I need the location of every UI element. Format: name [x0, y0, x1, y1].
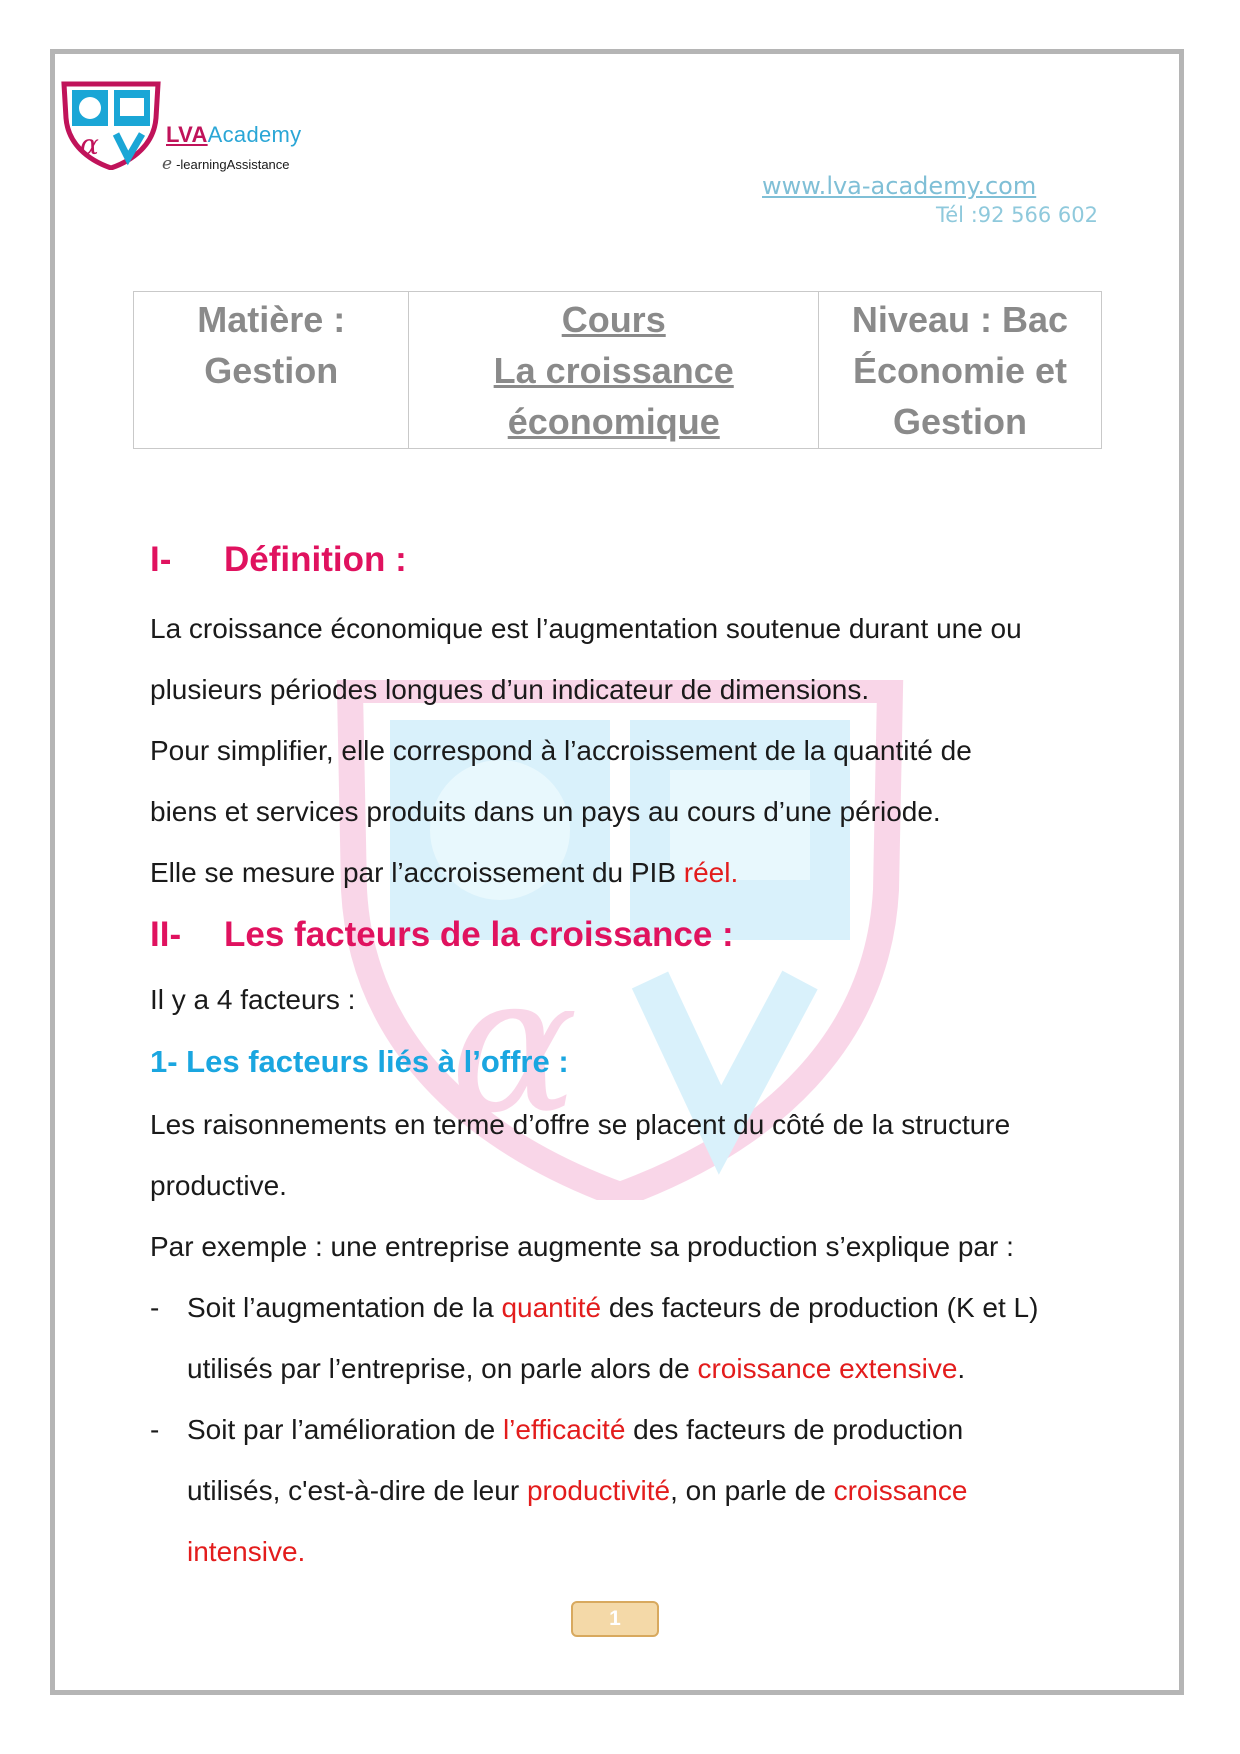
paragraph: Par exemple : une entreprise augmente sa production s’explique par : — [150, 1231, 1014, 1262]
list-item: - Soit l’augmentation de la quantité des facteurs de production (K et L) utilisés par l’entreprise, on parle alors de croissance extensive. — [150, 1292, 1039, 1384]
course-cell: Cours La croissance économique — [409, 292, 818, 449]
svg-text:α: α — [80, 128, 99, 161]
page-number-badge: 1 — [571, 1601, 659, 1637]
list-item: - Soit par l’amélioration de l’efficacité des facteurs de production utilisés, c'est-à-dire de leur productivité, on parle de croissance intensive. — [150, 1414, 968, 1567]
level-cell: Niveau : Bac Économie et Gestion — [818, 292, 1101, 449]
paragraph: biens et services produits dans un pays au cours d’une période. — [150, 796, 941, 827]
phone-number: Tél :92 566 602 — [936, 203, 1099, 227]
section-heading-definition: I- Définition : — [150, 540, 407, 579]
paragraph: plusieurs périodes longues d’un indicateur de dimensions. — [150, 674, 870, 705]
paragraph: Pour simplifier, elle correspond à l’accroissement de la quantité de — [150, 735, 972, 766]
subsection-heading-offer: 1- Les facteurs liés à l’offre : — [150, 1044, 569, 1079]
section-heading-factors: II- Les facteurs de la croissance : — [150, 915, 734, 954]
course-info-table — [133, 291, 1102, 449]
website-link[interactable]: www.lva-academy.com — [762, 172, 1037, 200]
lva-logo-shield-icon — [58, 78, 164, 170]
paragraph: Il y a 4 facteurs : — [150, 984, 356, 1015]
paragraph: Les raisonnements en terme d’offre se placent du côté de la structure — [150, 1109, 1011, 1140]
svg-text:α: α — [450, 934, 579, 1155]
subject-cell: Matière : Gestion — [134, 292, 409, 449]
brand-tagline: e -learningAssistance — [162, 154, 290, 174]
paragraph: La croissance économique est l’augmentation soutenue durant une ou — [150, 613, 1022, 644]
main-content — [150, 530, 1135, 1582]
paragraph: Elle se mesure par l’accroissement du PIB réel. — [150, 857, 739, 888]
paragraph: productive. — [150, 1170, 287, 1201]
brand-name: LVAAcademy — [166, 122, 302, 147]
